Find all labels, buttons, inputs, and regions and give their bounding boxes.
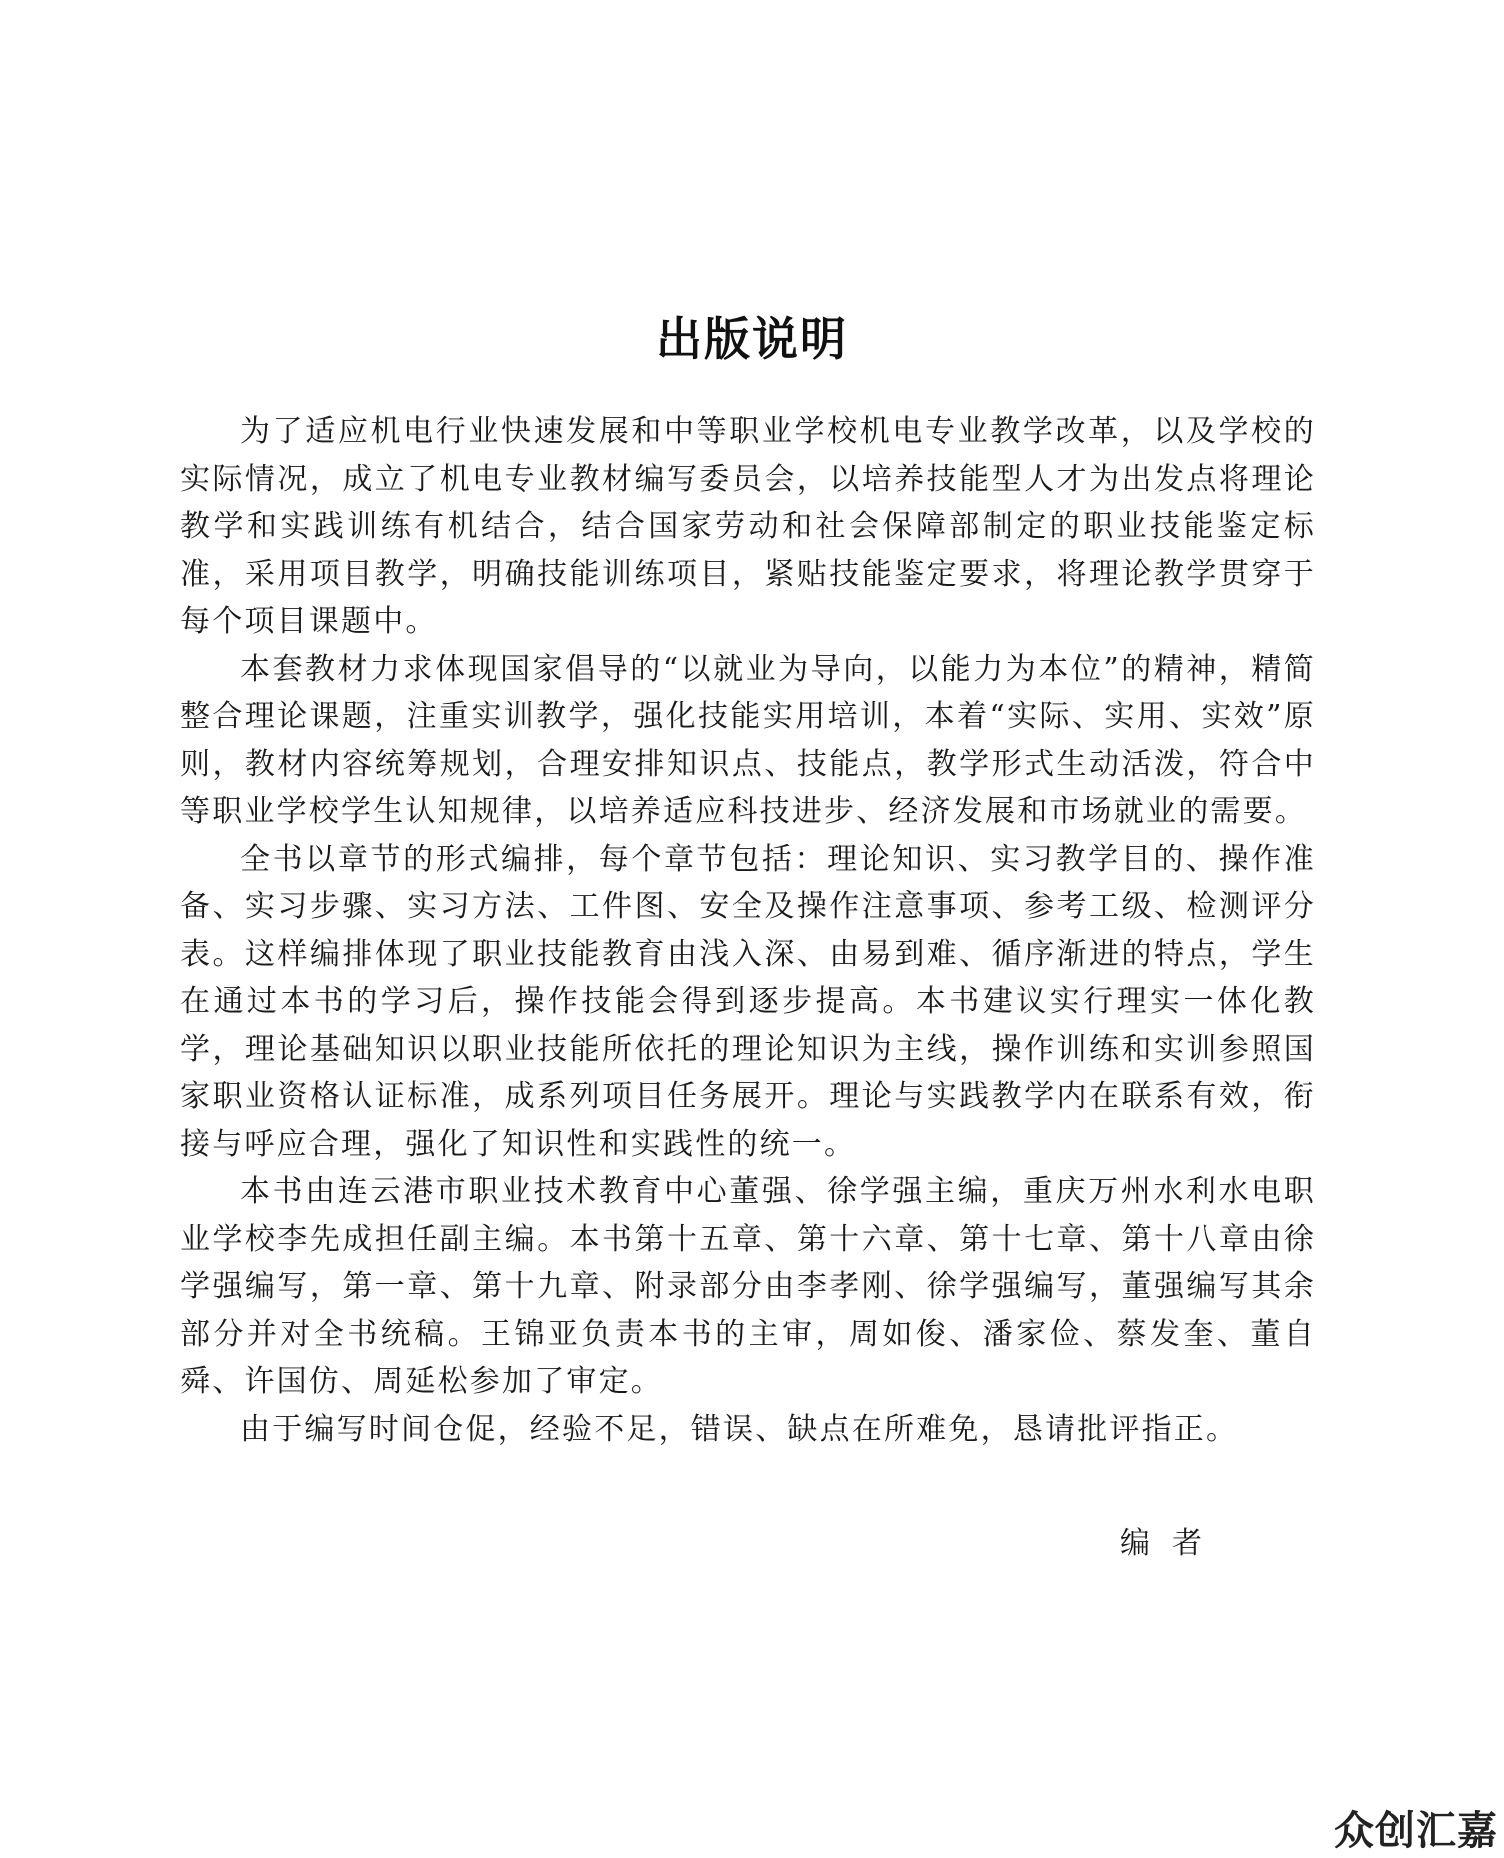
watermark-logo: 众创汇嘉 — [1334, 1808, 1498, 1854]
author-signature: 编者 — [1120, 1526, 1224, 1561]
body-text — [180, 408, 1316, 1453]
page-title: 出版说明 — [656, 311, 848, 366]
paragraph-1: 为了适应机电行业快速发展和中等职业学校机电专业教学改革，以及学校的实际情况，成立了机电专业教材编写委员会，以培养技能型人才为出发点将理论教学和实践训练有机结合，结合国家劳动和社会保障部制定的职业技能鉴定标准，采用项目教学，明确技能训练项目，紧贴技能鉴定要求，将理论教学贯穿于每个项目课题中。 — [180, 414, 1316, 639]
paragraph-4: 本书由连云港市职业技术教育中心董强、徐学强主编，重庆万州水利水电职业学校李先成担任副主编。本书第十五章、第十六章、第十七章、第十八章由徐学强编写，第一章、第十九章、附录部分由李孝刚、徐学强编写，董强编写其余部分并对全书统稿。王锦亚负责本书的主审，周如俊、潘家俭、蔡发奎、董自舜、许国仿、周延松参加了审定。 — [180, 1174, 1316, 1399]
paragraph-2: 本套教材力求体现国家倡导的“以就业为导向，以能力为本位”的精神，精简整合理论课题，注重实训教学，强化技能实用培训，本着“实际、实用、实效”原则，教材内容统筹规划，合理安排知识点、技能点，教学形式生动活泼，符合中等职业学校学生认知规律，以培养适应科技进步、经济发展和市场就业的需要。 — [180, 651, 1316, 829]
paragraph-3: 全书以章节的形式编排，每个章节包括：理论知识、实习教学目的、操作准备、实习步骤、实习方法、工件图、安全及操作注意事项、参考工级、检测评分表。这样编排体现了职业技能教育由浅入深、由易到难、循序渐进的特点，学生在通过本书的学习后，操作技能会得到逐步提高。本书建议实行理实一体化教学，理论基础知识以职业技能所依托的理论知识为主线，操作训练和实训参照国家职业资格认证标准，成系列项目任务展开。理论与实践教学内在联系有效，衔接与呼应合理，强化了知识性和实践性的统一。 — [180, 841, 1316, 1162]
paragraph-5: 由于编写时间仓促，经验不足，错误、缺点在所难免，恳请批评指正。 — [240, 1411, 1239, 1447]
